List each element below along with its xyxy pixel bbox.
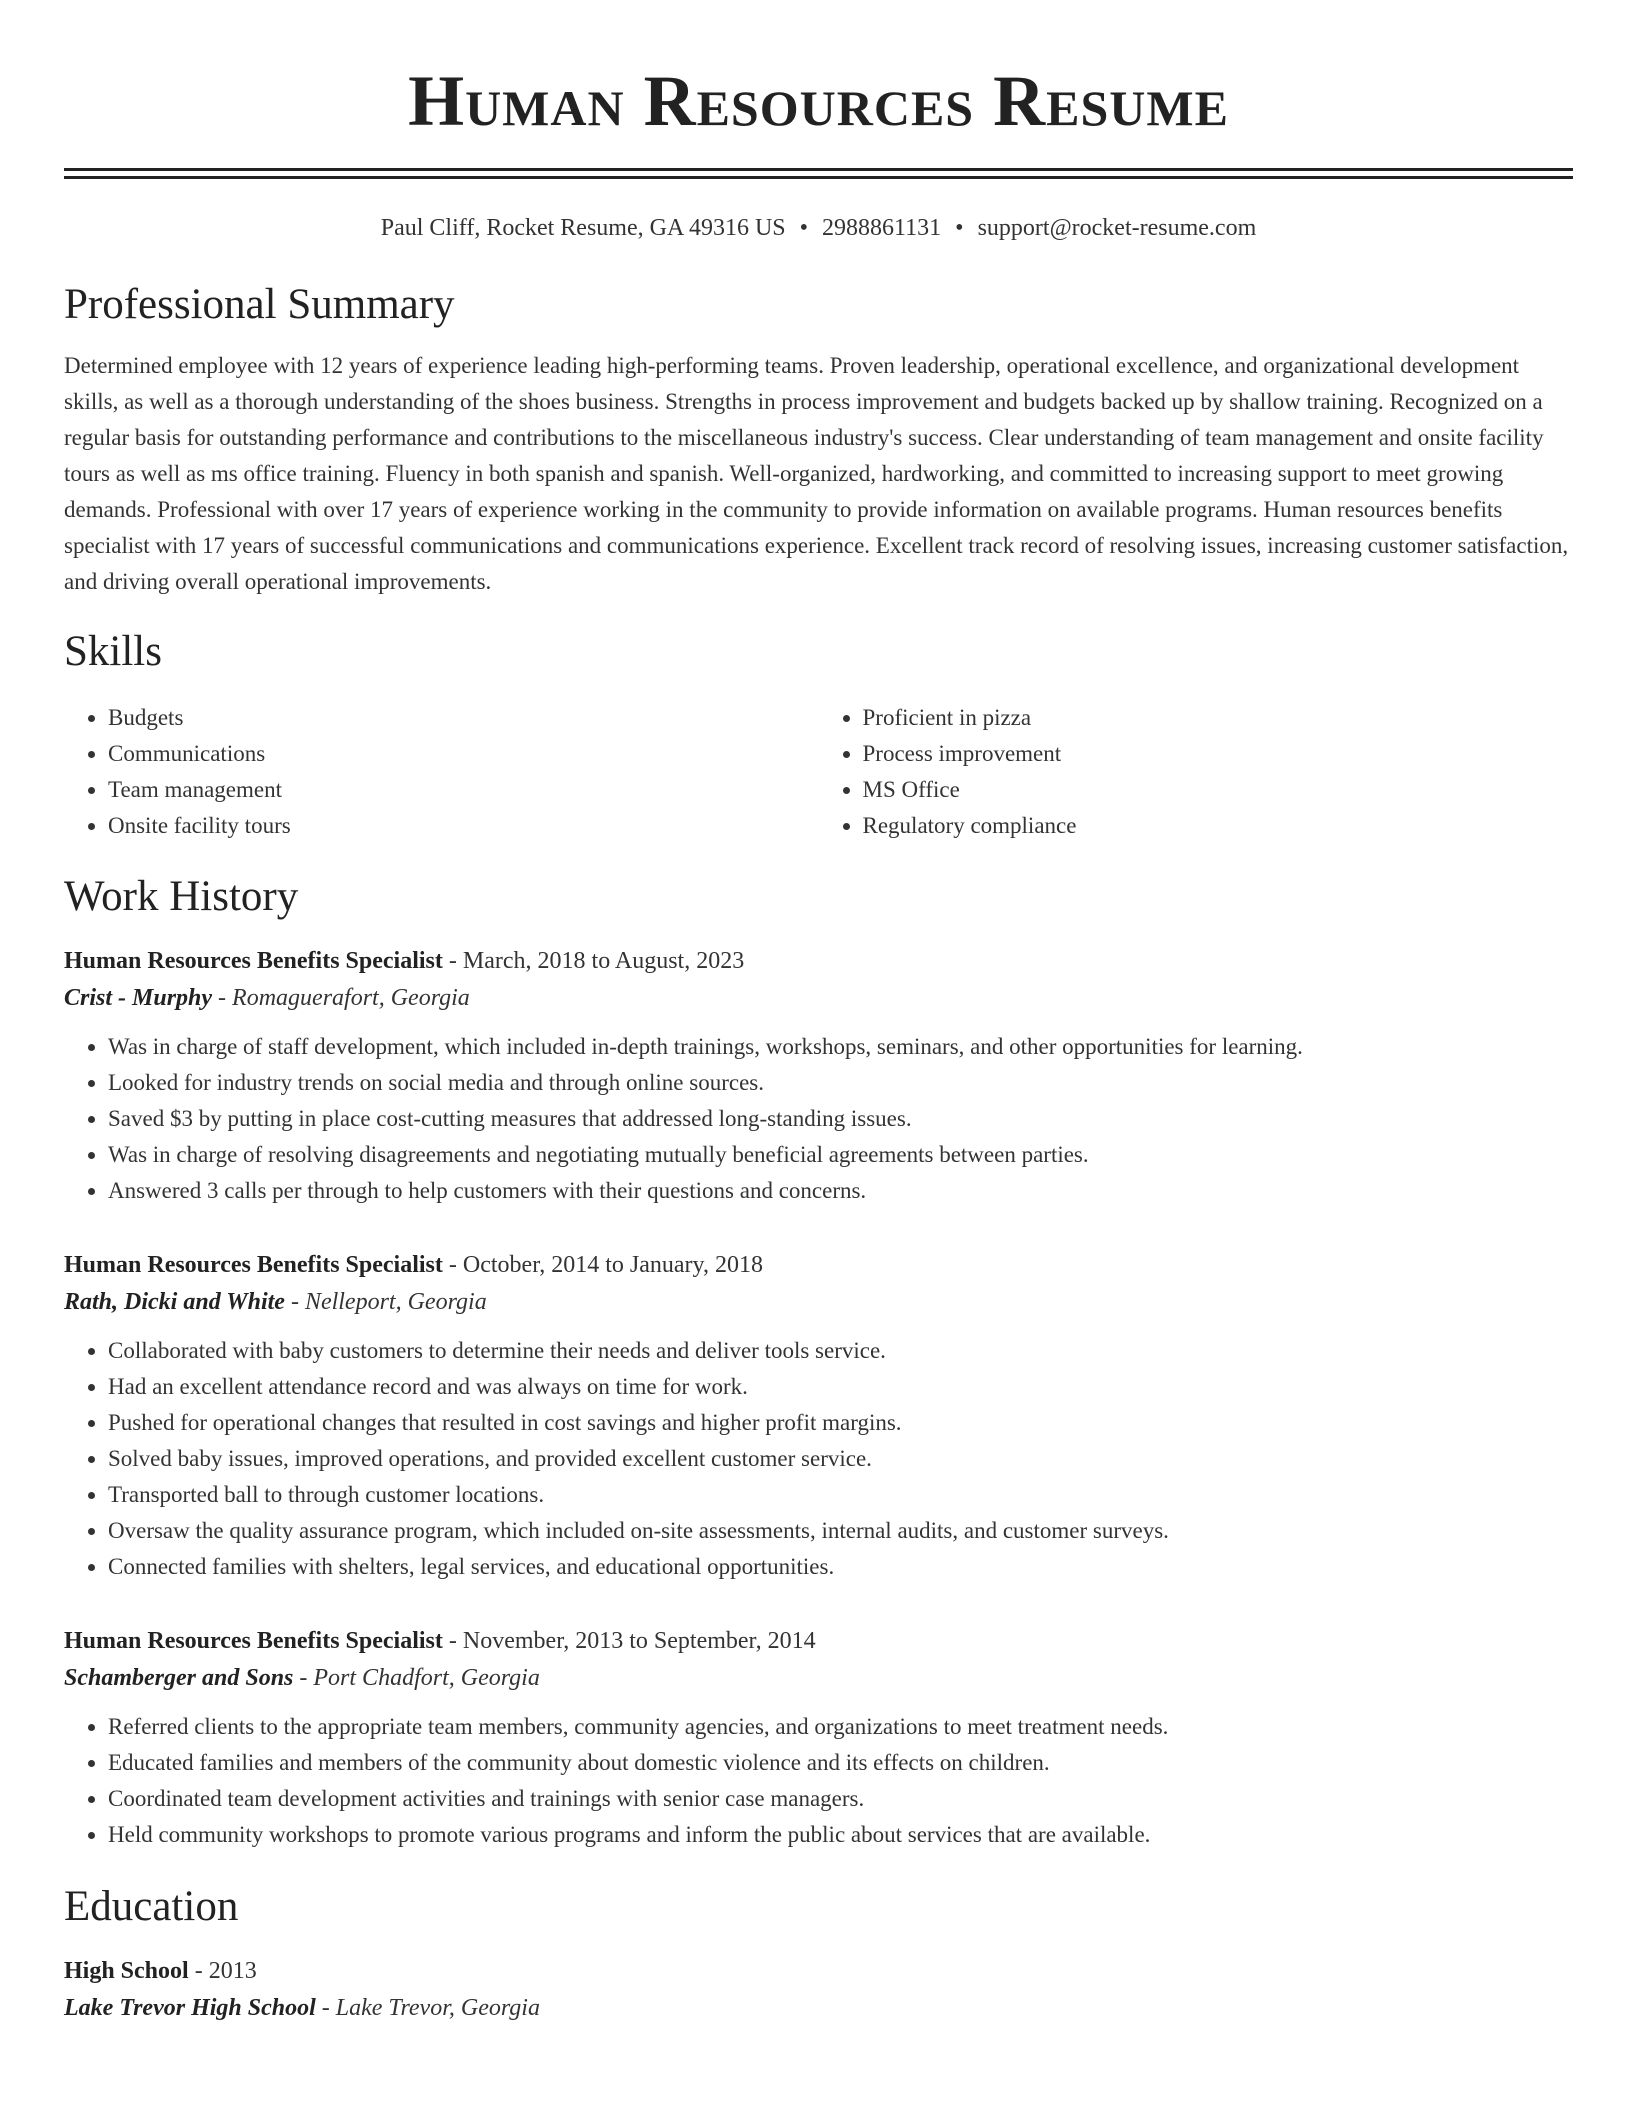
job-title: Human Resources Benefits Specialist — [64, 948, 443, 974]
skill-item: • Process improvement — [863, 736, 1574, 772]
dash: - — [442, 1252, 463, 1278]
job-bullet: • Saved $3 by putting in place cost-cutting measures that addressed long-standing issues. — [108, 1101, 1573, 1137]
title-rule-top — [64, 168, 1573, 171]
job-bullet: • Collaborated with baby customers to determine their needs and deliver tools service. — [108, 1333, 1573, 1369]
school-location: Lake Trevor, Georgia — [335, 1995, 540, 2021]
dash: - — [188, 1958, 209, 1984]
company-location: Romaguerafort, Georgia — [232, 985, 470, 1011]
job-bullets — [64, 1333, 1573, 1585]
job-dates: March, 2018 to August, 2023 — [462, 948, 745, 974]
skill-item: • MS Office — [863, 772, 1574, 808]
job-bullet: • Pushed for operational changes that resulted in cost savings and higher profit margins. — [108, 1405, 1573, 1441]
skills-right-list — [819, 700, 1574, 844]
job-bullets — [64, 1029, 1573, 1209]
skill-item: • Proficient in pizza — [863, 700, 1574, 736]
dash: - — [293, 1665, 314, 1691]
contact-line — [64, 213, 1573, 243]
job-bullet: • Coordinated team development activities and trainings with senior case managers. — [108, 1781, 1573, 1817]
resume-title: Human Resources Resume — [408, 61, 1229, 141]
contact-separator: • — [799, 215, 809, 241]
job-bullets — [64, 1709, 1573, 1853]
job-dates: October, 2014 to January, 2018 — [462, 1252, 763, 1278]
school-line — [64, 1989, 1573, 2027]
contact-address: Paul Cliff, Rocket Resume, GA 49316 US — [380, 215, 786, 241]
resume-page — [64, 0, 1573, 2027]
job-entry — [64, 1623, 1573, 1853]
job-title: Human Resources Benefits Specialist — [64, 1628, 443, 1654]
job-entry — [64, 943, 1573, 1209]
job-bullet: • Educated families and members of the community about domestic violence and its effects on children. — [108, 1745, 1573, 1781]
skill-item: • Budgets — [108, 700, 819, 736]
graduation-year: 2013 — [208, 1958, 257, 1984]
company-line — [64, 1659, 1573, 1697]
contact-email: support@rocket-resume.com — [977, 215, 1257, 241]
contact-separator: • — [955, 215, 964, 241]
job-bullet: • Answered 3 calls per through to help customers with their questions and concerns. — [108, 1173, 1573, 1209]
dash: - — [284, 1289, 305, 1315]
dash: - — [212, 985, 233, 1011]
company-name: Crist - Murphy — [64, 985, 213, 1011]
job-title-line — [64, 1247, 1573, 1283]
skills-heading: Skills — [64, 628, 162, 675]
job-bullet: • Transported ball to through customer locations. — [108, 1477, 1573, 1513]
job-dates: November, 2013 to September, 2014 — [462, 1628, 816, 1654]
title-rule-bottom — [64, 176, 1573, 179]
degree-line — [64, 1953, 1573, 1989]
skill-item: • Onsite facility tours — [108, 808, 819, 844]
degree: High School — [64, 1958, 189, 1984]
company-location: Port Chadfort, Georgia — [313, 1665, 540, 1691]
job-bullet: • Held community workshops to promote various programs and inform the public about services that are available. — [108, 1817, 1573, 1853]
job-bullet: • Looked for industry trends on social media and through online sources. — [108, 1065, 1573, 1101]
job-bullet: • Was in charge of staff development, which included in-depth trainings, workshops, seminars, and other opportunities for learning. — [108, 1029, 1573, 1065]
job-bullet: • Referred clients to the appropriate team members, community agencies, and organizations to meet treatment needs. — [108, 1709, 1573, 1745]
dash: - — [442, 1628, 463, 1654]
company-name: Schamberger and Sons — [64, 1665, 294, 1691]
company-location: Nelleport, Georgia — [304, 1289, 487, 1315]
job-entry — [64, 1247, 1573, 1585]
summary-heading: Professional Summary — [64, 281, 455, 328]
school-name: Lake Trevor High School — [64, 1995, 316, 2021]
job-bullet: • Was in charge of resolving disagreements and negotiating mutually beneficial agreements between parties. — [108, 1137, 1573, 1173]
skills-left-list — [64, 700, 819, 844]
company-line — [64, 979, 1573, 1017]
company-line — [64, 1283, 1573, 1321]
company-name: Rath, Dicki and White — [64, 1289, 285, 1315]
job-bullet: • Connected families with shelters, legal services, and educational opportunities. — [108, 1549, 1573, 1585]
contact-phone: 2988861131 — [822, 215, 942, 241]
skill-item: • Team management — [108, 772, 819, 808]
job-bullet: • Oversaw the quality assurance program, which included on-site assessments, internal audits, and customer surveys. — [108, 1513, 1573, 1549]
summary-text: Determined employee with 12 years of experience leading high-performing teams. Proven leadership, operational excellence, and organizational development skills, as well as a thorough understanding of the shoes business. Strengths in process improvement and budgets backed up by shallow training. Recognized on a regular basis for outstanding performance and contributions to the miscellaneous industry's success. Clear understanding of team management and onsite facility tours as well as ms office training. Fluency in both spanish and spanish. Well-organized, hardworking, and committed to increasing support to meet growing demands. Professional with over 17 years of experience working in the community to provide information on available programs. Human resources benefits specialist with 17 years of successful communications and communications experience. Excellent track record of resolving issues, increasing customer satisfaction, and driving overall operational improvements. — [64, 353, 1569, 594]
job-bullet: • Solved baby issues, improved operations, and provided excellent customer service. — [108, 1441, 1573, 1477]
dash: - — [442, 948, 463, 974]
job-title: Human Resources Benefits Specialist — [64, 1252, 443, 1278]
job-bullet: • Had an excellent attendance record and was always on time for work. — [108, 1369, 1573, 1405]
job-title-line — [64, 1623, 1573, 1659]
work-history-heading: Work History — [64, 873, 299, 920]
dash: - — [315, 1995, 336, 2021]
job-title-line — [64, 943, 1573, 979]
skills-columns — [64, 700, 1573, 844]
education-entry — [64, 1953, 1573, 2027]
education-heading: Education — [64, 1883, 239, 1930]
skill-item: • Communications — [108, 736, 819, 772]
skill-item: • Regulatory compliance — [863, 808, 1574, 844]
